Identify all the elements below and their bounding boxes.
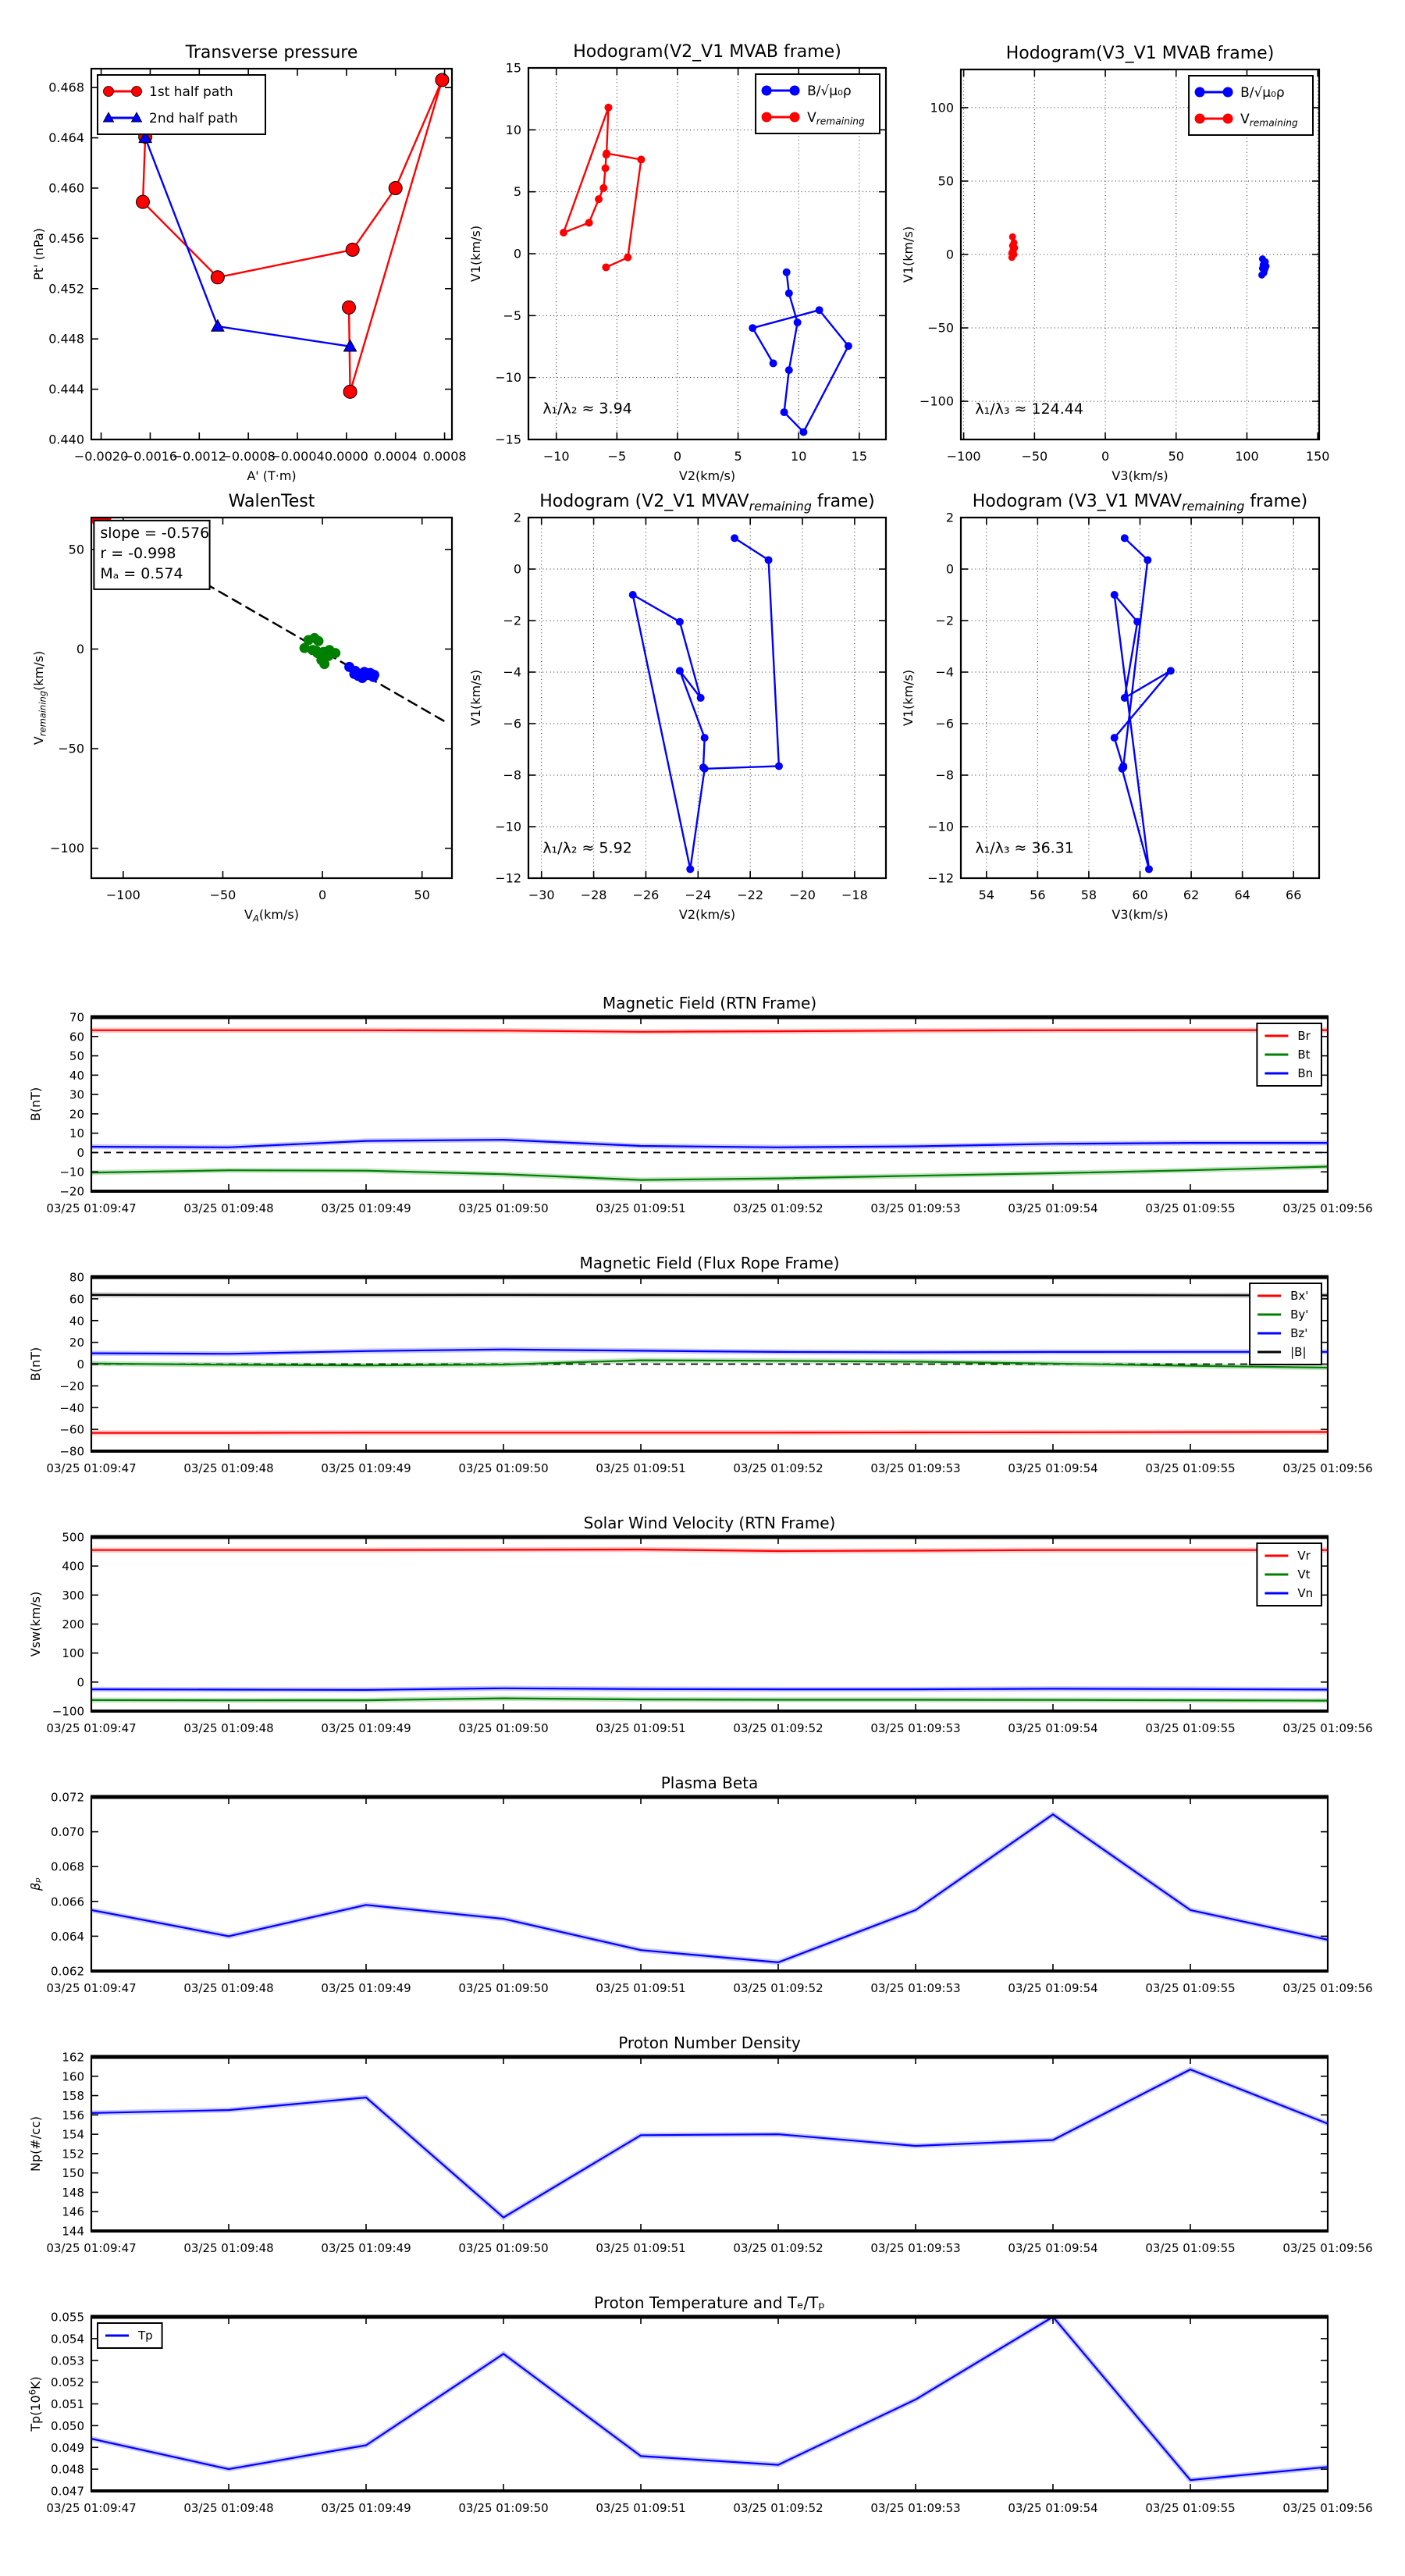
svg-text:03/25 01:09:48: 03/25 01:09:48 — [183, 2241, 274, 2255]
svg-text:10: 10 — [505, 122, 521, 137]
svg-text:−12: −12 — [495, 870, 521, 886]
svg-text:−50: −50 — [58, 741, 84, 756]
svg-text:−0.0020: −0.0020 — [73, 449, 129, 464]
svg-text:0.0008: 0.0008 — [422, 449, 467, 464]
chart-hodogram-v2v1-mvab — [454, 25, 960, 502]
svg-text:Magnetic Field (RTN Frame): Magnetic Field (RTN Frame) — [602, 994, 817, 1012]
svg-text:−30: −30 — [528, 888, 555, 902]
svg-text:r = -0.998: r = -0.998 — [100, 544, 176, 562]
svg-text:V1(km/s): V1(km/s) — [468, 669, 483, 727]
svg-text:Bz': Bz' — [1290, 1326, 1308, 1341]
svg-text:B(nT): B(nT) — [28, 1087, 43, 1122]
svg-text:03/25 01:09:52: 03/25 01:09:52 — [733, 1721, 823, 1735]
svg-text:−26: −26 — [632, 888, 660, 902]
svg-text:Vremaining: $V_{remaining}$ — [1240, 111, 1298, 129]
svg-text:500: 500 — [62, 1530, 84, 1545]
svg-text:03/25 01:09:54: 03/25 01:09:54 — [1008, 2501, 1098, 2515]
svg-text:03/25 01:09:49: 03/25 01:09:49 — [321, 2501, 411, 2515]
svg-text:03/25 01:09:53: 03/25 01:09:53 — [870, 1981, 961, 1995]
svg-text:0.052: 0.052 — [51, 2375, 84, 2390]
svg-text:03/25 01:09:51: 03/25 01:09:51 — [596, 1201, 686, 1215]
svg-text:60: 60 — [69, 1030, 84, 1044]
svg-text:50: 50 — [68, 542, 84, 557]
svg-text:03/25 01:09:55: 03/25 01:09:55 — [1145, 2241, 1236, 2255]
svg-text:Vremaining: $V_{remaining}$ — [807, 109, 865, 127]
svg-text:−80: −80 — [59, 1444, 84, 1459]
svg-text:λ₁/λ₃ ≈ 124.44: λ₁/λ₃ ≈ 124.44 — [975, 400, 1083, 418]
svg-text:150: 150 — [62, 2166, 84, 2181]
svg-text:−24: −24 — [685, 888, 712, 902]
svg-text:40: 40 — [69, 1314, 84, 1329]
svg-text:03/25 01:09:49: 03/25 01:09:49 — [321, 1981, 411, 1995]
svg-text:03/25 01:09:51: 03/25 01:09:51 — [596, 1721, 686, 1735]
svg-text:150: 150 — [1305, 449, 1330, 464]
svg-text:Hodogram(V3_V1 MVAB frame): Hodogram(V3_V1 MVAB frame) — [1005, 44, 1275, 63]
svg-text:0.051: 0.051 — [51, 2397, 84, 2411]
svg-text:152: 152 — [62, 2147, 84, 2161]
svg-text:−18: −18 — [841, 888, 868, 902]
svg-text:−100: −100 — [105, 888, 140, 902]
svg-text:03/25 01:09:47: 03/25 01:09:47 — [46, 1721, 137, 1735]
svg-text:0: 0 — [945, 561, 954, 577]
svg-text:B/√μ₀ρ: B/√μ₀ρ — [1240, 84, 1285, 101]
svg-text:03/25 01:09:47: 03/25 01:09:47 — [46, 2501, 137, 2515]
svg-text:200: 200 — [62, 1617, 84, 1631]
svg-text:0.055: 0.055 — [51, 2310, 84, 2325]
svg-text:0.460: 0.460 — [48, 180, 84, 196]
svg-text:0.066: 0.066 — [51, 1895, 84, 1909]
svg-text:03/25 01:09:52: 03/25 01:09:52 — [733, 2501, 823, 2515]
chart-proton-temperature — [17, 2274, 1402, 2553]
svg-text:βₚ: βₚ — [28, 1877, 43, 1891]
svg-text:0: 0 — [318, 888, 327, 902]
svg-text:03/25 01:09:54: 03/25 01:09:54 — [1008, 2241, 1098, 2255]
svg-text:0: 0 — [513, 561, 521, 577]
svg-text:−50: −50 — [927, 320, 954, 336]
svg-text:Vn: Vn — [1297, 1586, 1314, 1601]
svg-text:0: 0 — [945, 247, 954, 262]
svg-text:Bt: Bt — [1297, 1048, 1311, 1062]
svg-text:0.468: 0.468 — [48, 80, 84, 95]
svg-text:0.070: 0.070 — [51, 1825, 84, 1840]
svg-text:03/25 01:09:51: 03/25 01:09:51 — [596, 1981, 686, 1995]
svg-text:20: 20 — [69, 1336, 84, 1350]
svg-text:03/25 01:09:47: 03/25 01:09:47 — [46, 1201, 137, 1215]
svg-text:0.464: 0.464 — [48, 130, 84, 146]
svg-text:−10: −10 — [495, 370, 521, 386]
svg-text:5: 5 — [734, 449, 742, 464]
svg-text:0.0004: 0.0004 — [373, 449, 418, 464]
svg-text:60: 60 — [1132, 888, 1148, 902]
svg-text:03/25 01:09:56: 03/25 01:09:56 — [1282, 1981, 1373, 1995]
svg-text:Tp: Tp — [138, 2329, 153, 2343]
svg-text:−4: −4 — [935, 664, 954, 680]
svg-text:0.072: 0.072 — [51, 1790, 84, 1805]
svg-text:V3(km/s): V3(km/s) — [1112, 468, 1168, 483]
svg-text:10: 10 — [791, 449, 807, 464]
svg-text:03/25 01:09:48: 03/25 01:09:48 — [183, 2501, 274, 2515]
svg-text:B/√μ₀ρ: B/√μ₀ρ — [807, 83, 852, 99]
svg-text:03/25 01:09:49: 03/25 01:09:49 — [321, 2241, 411, 2255]
svg-text:03/25 01:09:53: 03/25 01:09:53 — [870, 1461, 961, 1475]
svg-text:−8: −8 — [935, 767, 954, 783]
svg-text:Vr: Vr — [1297, 1549, 1311, 1564]
svg-text:15: 15 — [851, 449, 868, 464]
svg-text:03/25 01:09:47: 03/25 01:09:47 — [46, 2241, 137, 2255]
svg-text:0.048: 0.048 — [51, 2462, 84, 2477]
svg-text:03/25 01:09:48: 03/25 01:09:48 — [183, 1721, 274, 1735]
svg-text:03/25 01:09:54: 03/25 01:09:54 — [1008, 1981, 1098, 1995]
svg-text:0.053: 0.053 — [51, 2354, 84, 2368]
svg-text:2: 2 — [513, 510, 521, 525]
svg-text:03/25 01:09:48: 03/25 01:09:48 — [183, 1981, 274, 1995]
svg-text:60: 60 — [69, 1292, 84, 1307]
chart-b-rtn — [17, 974, 1402, 1254]
svg-text:−15: −15 — [495, 432, 521, 447]
svg-text:0: 0 — [76, 1357, 84, 1372]
svg-text:V2(km/s): V2(km/s) — [678, 468, 736, 483]
svg-text:−10: −10 — [542, 449, 570, 464]
svg-text:λ₁/λ₃ ≈ 36.31: λ₁/λ₃ ≈ 36.31 — [975, 839, 1074, 857]
svg-text:−100: −100 — [946, 449, 981, 464]
svg-text:λ₁/λ₂ ≈ 5.92: λ₁/λ₂ ≈ 5.92 — [542, 839, 632, 857]
svg-text:−10: −10 — [495, 819, 521, 834]
svg-text:−60: −60 — [59, 1422, 84, 1437]
svg-text:0.456: 0.456 — [48, 230, 84, 246]
chart-transverse-pressure — [17, 26, 526, 502]
svg-text:Solar Wind Velocity (RTN Frame: Solar Wind Velocity (RTN Frame) — [583, 1514, 836, 1532]
svg-text:80: 80 — [69, 1270, 84, 1285]
svg-text:03/25 01:09:56: 03/25 01:09:56 — [1282, 1721, 1373, 1735]
svg-text:144: 144 — [62, 2224, 84, 2239]
svg-text:Tp(106K): $Tp(10^6K)$ — [27, 2376, 43, 2432]
svg-text:0: 0 — [76, 641, 84, 656]
svg-text:0.049: 0.049 — [51, 2440, 84, 2455]
svg-text:50: 50 — [414, 888, 430, 902]
svg-text:03/25 01:09:55: 03/25 01:09:55 — [1145, 1201, 1236, 1215]
svg-text:03/25 01:09:54: 03/25 01:09:54 — [1008, 1721, 1098, 1735]
svg-text:Vt: Vt — [1297, 1567, 1311, 1582]
svg-text:03/25 01:09:55: 03/25 01:09:55 — [1145, 1981, 1236, 1995]
svg-text:400: 400 — [62, 1559, 84, 1574]
svg-text:0: 0 — [76, 1675, 84, 1690]
svg-text:VA(km/s): $V_A(km/s)$ — [244, 907, 299, 924]
svg-text:03/25 01:09:55: 03/25 01:09:55 — [1145, 1721, 1236, 1735]
svg-text:03/25 01:09:50: 03/25 01:09:50 — [458, 2501, 549, 2515]
chart-hodogram-v3v1-mvab — [887, 27, 1393, 502]
svg-text:V2(km/s): V2(km/s) — [678, 907, 736, 922]
svg-text:V1(km/s): V1(km/s) — [901, 669, 916, 727]
svg-text:−6: −6 — [503, 716, 521, 731]
svg-text:0: 0 — [1101, 449, 1110, 464]
svg-text:03/25 01:09:53: 03/25 01:09:53 — [870, 1721, 961, 1735]
svg-text:Proton Temperature and Tₑ/Tₚ: Proton Temperature and Tₑ/Tₚ — [594, 2293, 825, 2312]
svg-text:03/25 01:09:47: 03/25 01:09:47 — [46, 1981, 137, 1995]
svg-text:−20: −20 — [789, 888, 816, 902]
svg-text:62: 62 — [1183, 888, 1200, 902]
svg-text:−0.0008: −0.0008 — [221, 449, 276, 464]
svg-text:03/25 01:09:50: 03/25 01:09:50 — [458, 1981, 549, 1995]
svg-text:−50: −50 — [1021, 449, 1048, 464]
svg-text:−20: −20 — [59, 1184, 84, 1199]
chart-walen-test — [17, 475, 526, 941]
svg-text:03/25 01:09:48: 03/25 01:09:48 — [183, 1461, 274, 1475]
svg-text:162: 162 — [62, 2050, 84, 2065]
svg-text:03/25 01:09:50: 03/25 01:09:50 — [458, 1721, 549, 1735]
svg-text:03/25 01:09:50: 03/25 01:09:50 — [458, 1461, 549, 1475]
svg-text:03/25 01:09:51: 03/25 01:09:51 — [596, 2241, 686, 2255]
svg-text:V3(km/s): V3(km/s) — [1112, 907, 1168, 922]
svg-text:148: 148 — [62, 2185, 84, 2200]
svg-text:50: 50 — [937, 173, 954, 189]
svg-text:03/25 01:09:56: 03/25 01:09:56 — [1282, 1461, 1373, 1475]
svg-text:03/25 01:09:54: 03/25 01:09:54 — [1008, 1461, 1098, 1475]
chart-vsw-rtn — [17, 1494, 1402, 1774]
svg-text:Br: Br — [1297, 1029, 1311, 1044]
svg-text:−10: −10 — [927, 819, 954, 834]
svg-text:−22: −22 — [737, 888, 764, 902]
svg-text:03/25 01:09:53: 03/25 01:09:53 — [870, 2241, 961, 2255]
svg-text:−4: −4 — [503, 664, 521, 680]
svg-text:03/25 01:09:50: 03/25 01:09:50 — [458, 2241, 549, 2255]
svg-text:03/25 01:09:51: 03/25 01:09:51 — [596, 1461, 686, 1475]
svg-text:64: 64 — [1234, 888, 1250, 902]
svg-text:03/25 01:09:56: 03/25 01:09:56 — [1282, 2501, 1373, 2515]
svg-text:5: 5 — [513, 184, 521, 200]
svg-text:146: 146 — [62, 2204, 84, 2219]
svg-text:A' (T·m): A' (T·m) — [247, 468, 297, 483]
svg-text:V1(km/s): V1(km/s) — [468, 225, 483, 283]
svg-text:20: 20 — [69, 1107, 84, 1122]
svg-text:0: 0 — [513, 246, 521, 262]
svg-text:WalenTest: WalenTest — [228, 492, 315, 511]
svg-text:70: 70 — [69, 1010, 84, 1025]
svg-text:50: 50 — [69, 1049, 84, 1064]
svg-text:−5: −5 — [503, 308, 521, 323]
svg-text:03/25 01:09:49: 03/25 01:09:49 — [321, 1201, 411, 1215]
svg-text:−8: −8 — [503, 767, 521, 783]
svg-text:0: 0 — [673, 449, 682, 464]
chart-proton-density — [17, 2014, 1402, 2293]
svg-text:03/25 01:09:52: 03/25 01:09:52 — [733, 1461, 823, 1475]
svg-text:54: 54 — [978, 888, 994, 902]
svg-text:03/25 01:09:52: 03/25 01:09:52 — [733, 1201, 823, 1215]
svg-text:0.062: 0.062 — [51, 1964, 84, 1979]
svg-text:−40: −40 — [59, 1400, 84, 1415]
svg-text:0.452: 0.452 — [48, 281, 84, 297]
svg-text:03/25 01:09:47: 03/25 01:09:47 — [46, 1461, 137, 1475]
svg-text:0.050: 0.050 — [51, 2418, 84, 2433]
svg-text:Plasma Beta: Plasma Beta — [660, 1774, 759, 1792]
svg-text:03/25 01:09:55: 03/25 01:09:55 — [1145, 2501, 1236, 2515]
svg-text:154: 154 — [62, 2127, 84, 2142]
svg-text:03/25 01:09:52: 03/25 01:09:52 — [733, 1981, 823, 1995]
svg-text:0.448: 0.448 — [48, 331, 84, 347]
svg-text:0.047: 0.047 — [51, 2484, 84, 2499]
svg-text:30: 30 — [69, 1087, 84, 1102]
svg-text:156: 156 — [62, 2108, 84, 2122]
svg-text:03/25 01:09:50: 03/25 01:09:50 — [458, 1201, 549, 1215]
svg-text:10: 10 — [69, 1126, 84, 1141]
chart-b-flux-rope — [17, 1234, 1402, 1514]
svg-text:−2: −2 — [503, 613, 521, 628]
chart-hodogram-v3v1-mvav — [887, 475, 1393, 941]
svg-text:0.064: 0.064 — [51, 1929, 84, 1944]
chart-plasma-beta — [17, 1754, 1402, 2033]
svg-text:−10: −10 — [59, 1165, 84, 1179]
svg-text:2nd half path: 2nd half path — [149, 110, 238, 126]
svg-text:−50: −50 — [209, 888, 237, 902]
svg-text:03/25 01:09:56: 03/25 01:09:56 — [1282, 1201, 1373, 1215]
svg-text:0.440: 0.440 — [48, 432, 84, 447]
svg-text:300: 300 — [62, 1588, 84, 1603]
svg-text:Mₐ = 0.574: Mₐ = 0.574 — [100, 564, 183, 582]
svg-text:0.068: 0.068 — [51, 1859, 84, 1874]
svg-text:−0.0004: −0.0004 — [270, 449, 325, 464]
svg-text:V1(km/s): V1(km/s) — [901, 226, 916, 283]
svg-text:0: 0 — [76, 1145, 84, 1160]
svg-text:Bx': Bx' — [1290, 1289, 1309, 1304]
svg-text:1st half path: 1st half path — [149, 84, 233, 100]
svg-text:100: 100 — [62, 1646, 84, 1661]
svg-text:−2: −2 — [935, 613, 954, 628]
svg-text:100: 100 — [1235, 449, 1259, 464]
svg-text:Pt' (nPa): Pt' (nPa) — [31, 228, 46, 280]
svg-text:−0.0012: −0.0012 — [172, 449, 226, 464]
svg-text:Hodogram(V2_V1 MVAB frame): Hodogram(V2_V1 MVAB frame) — [573, 42, 841, 62]
svg-text:−5: −5 — [607, 449, 627, 464]
svg-text:160: 160 — [62, 2069, 84, 2084]
svg-text:0.0000: 0.0000 — [324, 449, 368, 464]
chart-hodogram-v2v1-mvav — [454, 475, 960, 941]
svg-text:03/25 01:09:49: 03/25 01:09:49 — [321, 1721, 411, 1735]
svg-text:Vremaining(km/s): $V_{remaining}(km/s)$ — [31, 650, 48, 745]
svg-text:Vsw(km/s): Vsw(km/s) — [28, 1591, 43, 1657]
svg-text:0.054: 0.054 — [51, 2332, 84, 2347]
svg-text:03/25 01:09:52: 03/25 01:09:52 — [733, 2241, 823, 2255]
svg-text:40: 40 — [69, 1068, 84, 1083]
svg-text:Hodogram (V2_V1 MVAVremaining: Hodogram (V2_V1 $MVAV_{remaining}$ frame) — [539, 492, 875, 514]
svg-text:−0.0016: −0.0016 — [123, 449, 178, 464]
svg-text:56: 56 — [1030, 888, 1046, 902]
svg-text:−6: −6 — [935, 716, 954, 731]
svg-text:|B|: |B| — [1290, 1345, 1307, 1360]
svg-text:03/25 01:09:51: 03/25 01:09:51 — [596, 2501, 686, 2515]
svg-text:slope = -0.576: slope = -0.576 — [100, 524, 210, 542]
svg-text:03/25 01:09:48: 03/25 01:09:48 — [183, 1201, 274, 1215]
svg-text:By': By' — [1290, 1308, 1309, 1322]
svg-text:0.444: 0.444 — [48, 382, 84, 397]
svg-text:Magnetic Field (Flux Rope Fram: Magnetic Field (Flux Rope Frame) — [579, 1254, 840, 1272]
svg-text:03/25 01:09:49: 03/25 01:09:49 — [321, 1461, 411, 1475]
svg-text:−28: −28 — [580, 888, 607, 902]
svg-text:100: 100 — [930, 100, 954, 116]
svg-text:Transverse pressure: Transverse pressure — [185, 43, 358, 62]
svg-text:15: 15 — [505, 60, 521, 76]
svg-text:03/25 01:09:55: 03/25 01:09:55 — [1145, 1461, 1236, 1475]
svg-text:03/25 01:09:53: 03/25 01:09:53 — [870, 1201, 961, 1215]
svg-text:Hodogram (V3_V1 MVAVremaining: Hodogram (V3_V1 $MVAV_{remaining}$ frame) — [972, 492, 1308, 514]
svg-text:66: 66 — [1286, 888, 1302, 902]
svg-text:50: 50 — [1168, 449, 1184, 464]
svg-text:−12: −12 — [927, 870, 954, 886]
svg-text:−100: −100 — [919, 393, 954, 409]
svg-text:−100: −100 — [52, 1704, 84, 1719]
svg-text:λ₁/λ₂ ≈ 3.94: λ₁/λ₂ ≈ 3.94 — [542, 400, 632, 418]
svg-text:−100: −100 — [50, 841, 84, 856]
svg-text:2: 2 — [945, 510, 954, 525]
svg-text:B(nT): B(nT) — [28, 1347, 43, 1382]
svg-text:Proton Number Density: Proton Number Density — [618, 2033, 801, 2052]
svg-text:158: 158 — [62, 2089, 84, 2104]
svg-text:Bn: Bn — [1297, 1066, 1314, 1081]
svg-text:Np(#/cc): Np(#/cc) — [28, 2116, 43, 2172]
svg-text:58: 58 — [1080, 888, 1097, 902]
svg-text:−20: −20 — [59, 1379, 84, 1393]
svg-text:03/25 01:09:54: 03/25 01:09:54 — [1008, 1201, 1098, 1215]
svg-text:03/25 01:09:53: 03/25 01:09:53 — [870, 2501, 961, 2515]
svg-text:03/25 01:09:56: 03/25 01:09:56 — [1282, 2241, 1373, 2255]
